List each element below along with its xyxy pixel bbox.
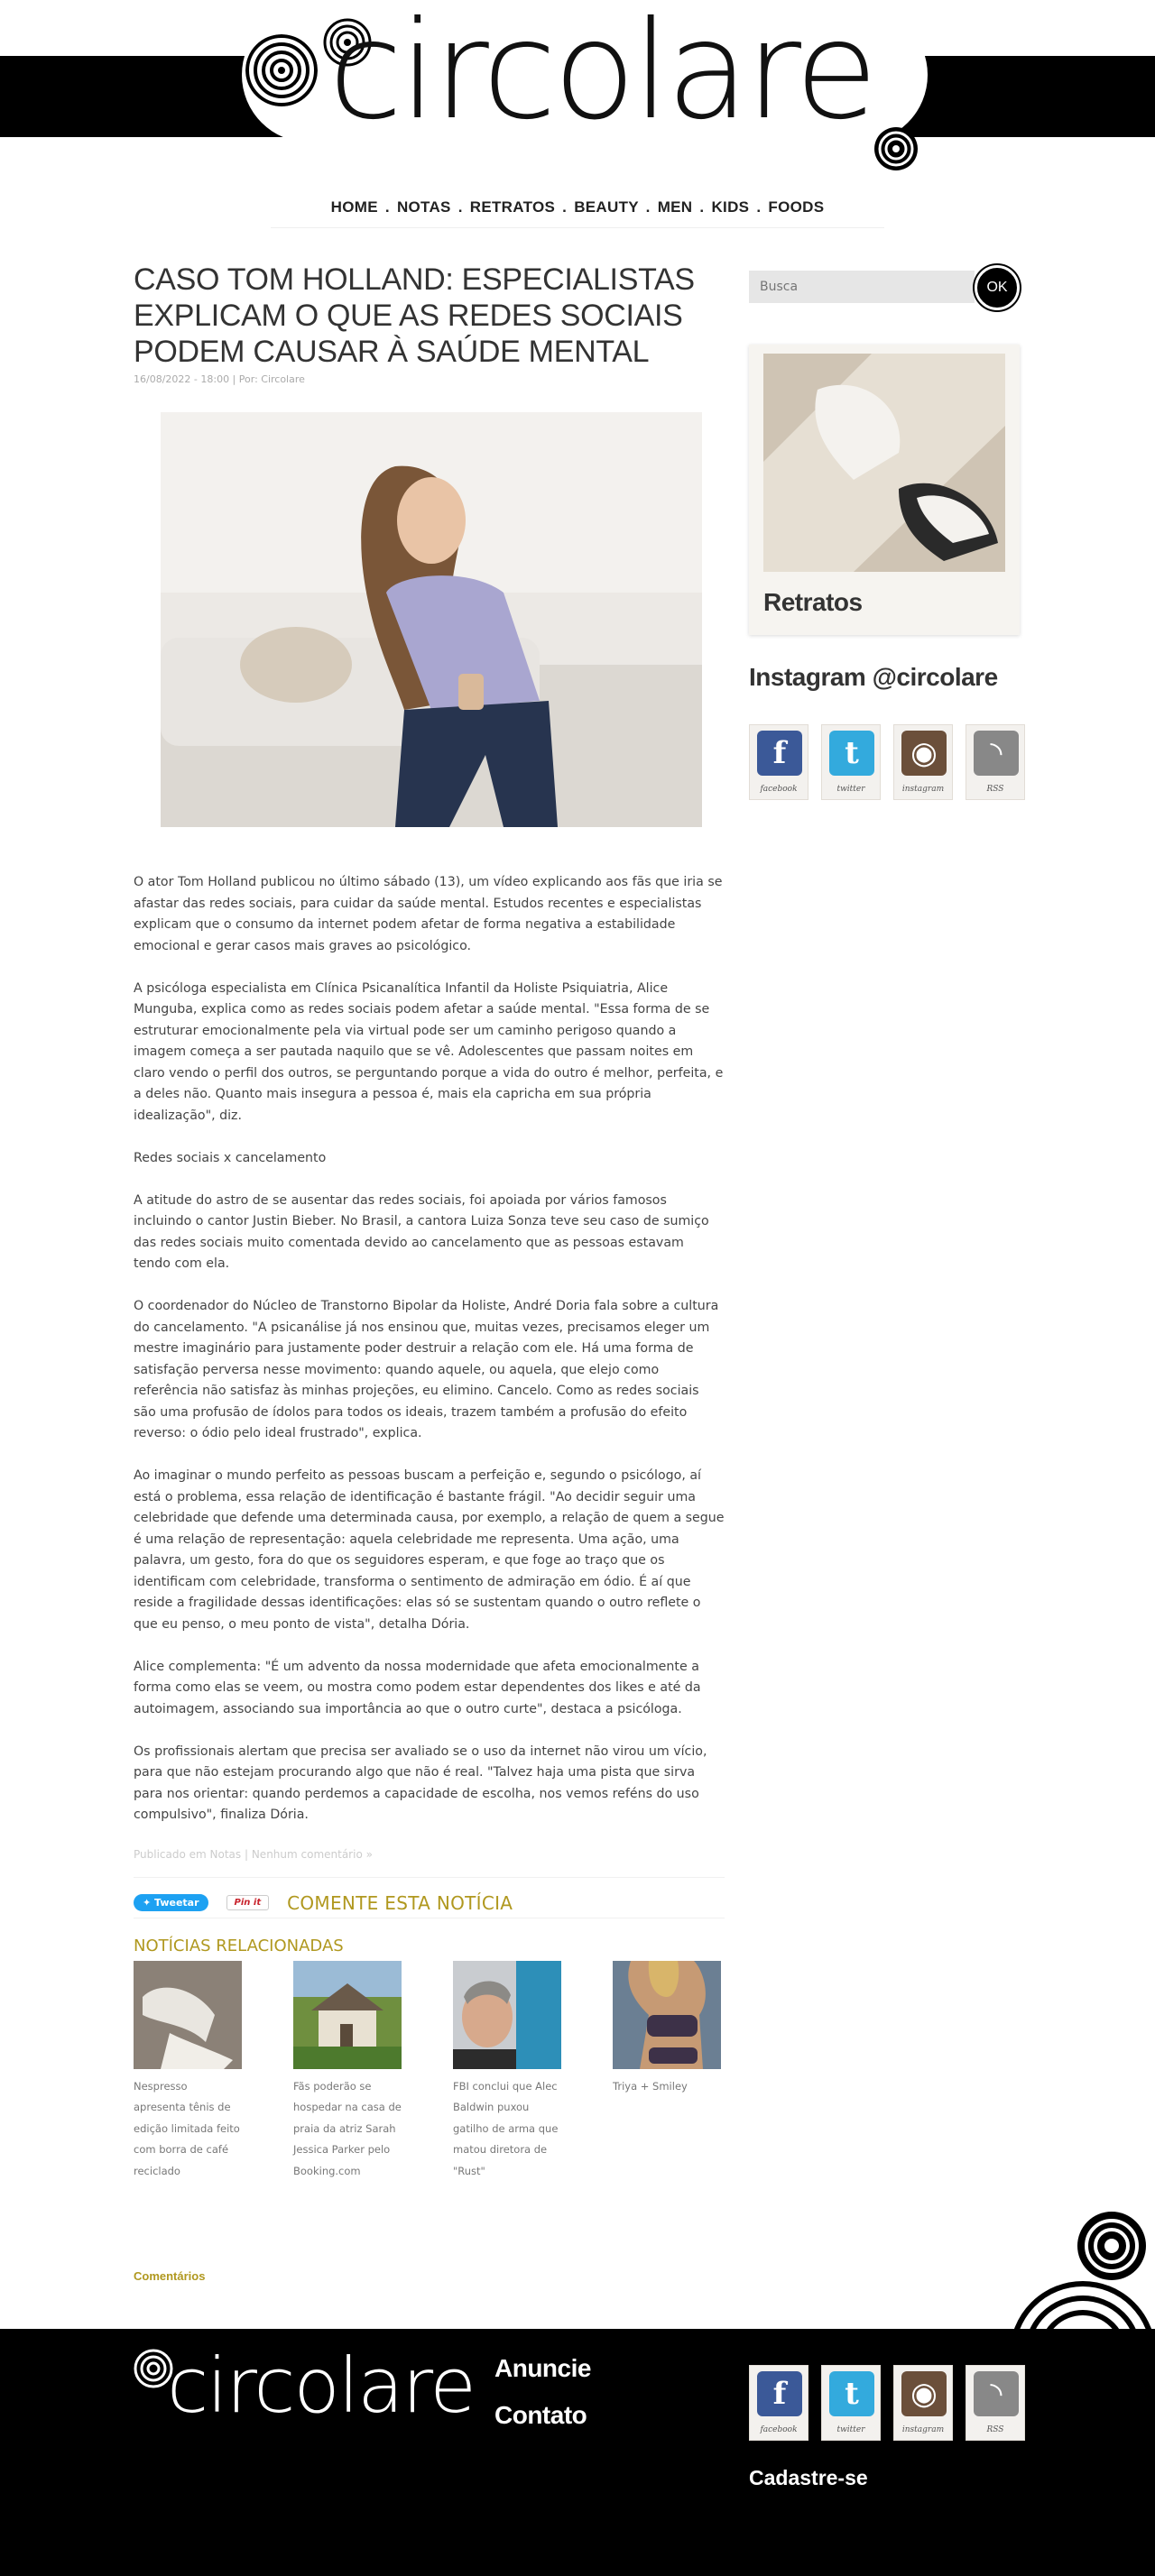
article-paragraph: O coordenador do Núcleo de Transtorno Bipolar da Holiste, André Doria fala sobre a cultura do cancelamento. "A psicanálise já nos ensinou que, muitas vezes, precisamos eleger um mestre imaginário para justamente poder destruir a relação com ele. Há uma forma de satisfação perversa nesse movimento: quando aquele, ou aquela, que elejo como referência não satisfaz às minhas projeções, eu elimino. Cancelo. Como as redes sociais são uma profusão de ídolos para todos os ideais, trazem também a profusão do efeito reverso: o ódio pelo ideal frustrado", explica. bbox=[134, 1299, 719, 1440]
nav-item-notas[interactable]: NOTAS bbox=[396, 198, 451, 216]
twitter-caption: twitter bbox=[836, 785, 865, 794]
nav-separator: . bbox=[457, 198, 463, 216]
post-title[interactable]: CASO TOM HOLLAND: ESPECIALISTAS EXPLICAM O QUE AS REDES SOCIAIS PODEM CAUSAR À SAÚDE MENTAL bbox=[134, 262, 695, 369]
comments-heading[interactable]: Comentários bbox=[134, 2269, 206, 2283]
footer-instagram-link[interactable] bbox=[893, 2365, 953, 2441]
footer-social-links bbox=[749, 2365, 1038, 2441]
related-thumbnail[interactable] bbox=[453, 1961, 561, 2069]
search-ok-button[interactable]: OK bbox=[975, 265, 1020, 310]
rss-icon: ◝ bbox=[974, 731, 1019, 776]
site-logo[interactable] bbox=[242, 0, 928, 180]
related-news-list bbox=[134, 1961, 725, 2183]
article-paragraph: A atitude do astro de se ausentar das redes sociais, foi apoiada por vários famosos incluindo o cantor Justin Bieber. No Brasil, a cantora Luiza Sonza teve seu caso de sumiço das redes sociais muito comentada devido ao cancelamento que as pessoas estavam tendo com ela. bbox=[134, 1192, 709, 1271]
related-item-title[interactable]: Nespresso apresenta tênis de edição limitada feito com borra de café reciclado bbox=[134, 2079, 240, 2177]
nav-separator: . bbox=[645, 198, 651, 216]
post-meta: 16/08/2022 - 18:00 | Por: Circolare bbox=[134, 373, 305, 385]
spiral-logo-icon bbox=[245, 34, 318, 106]
logo-wordmark: circolare bbox=[328, 0, 875, 150]
rss-caption: RSS bbox=[986, 785, 1004, 794]
hero-image bbox=[161, 412, 702, 827]
sneaker-thumbnail-image bbox=[134, 1961, 242, 2069]
tweet-label: Tweetar bbox=[154, 1897, 199, 1909]
article-paragraph: O ator Tom Holland publicou no último sábado (13), um vídeo explicando aos fãs que iria se afastar das redes sociais, para cuidar da saúde mental. Estudos recentes e especialistas explicam que o consumo da internet podem afetar de forma negativa a estabilidade emocional e gerar casos mais graves ao psicológico. bbox=[134, 875, 723, 953]
article-paragraph: Ao imaginar o mundo perfeito as pessoas buscam a perfeição e, segundo o psicólogo, aí está o problema, essa relação de identificação é bastante frágil. "Ao decidir seguir uma celebridade que defende uma determinada causa, por exemplo, a relação de quem a segue é uma relação de representação: aquela celebridade me representa. Uma ação, uma palavra, um gesto, fora do que os seguidores esperam, e que foge ao traço que os identificam com celebridade, transforma o sentimento de admiração em ódio. É aí que reside a fragilidade dessas identificações: elas só se sustentam quando o outro reflete o que eu penso, o meu ponto de vista", detalha Dória. bbox=[134, 1468, 725, 1632]
instagram-icon: ◉ bbox=[901, 731, 947, 776]
related-thumbnail[interactable] bbox=[134, 1961, 242, 2069]
retratos-label[interactable]: Retratos bbox=[763, 588, 863, 616]
spiral-end-icon bbox=[873, 126, 919, 171]
related-item-title[interactable]: Triya + Smiley bbox=[613, 2079, 688, 2093]
nav-item-kids[interactable]: KIDS bbox=[711, 198, 750, 216]
related-item[interactable] bbox=[134, 1961, 242, 2183]
related-item-title[interactable]: Fãs poderão se hospedar na casa de praia da atriz Sarah Jessica Parker pelo Booking.com bbox=[293, 2079, 402, 2177]
footer-twitter-link[interactable] bbox=[821, 2365, 881, 2441]
nav-separator: . bbox=[699, 198, 705, 216]
footer-facebook-link[interactable] bbox=[749, 2365, 808, 2441]
facebook-icon: f bbox=[757, 731, 802, 776]
main-nav bbox=[0, 198, 1155, 216]
nav-separator: . bbox=[562, 198, 568, 216]
related-item[interactable] bbox=[613, 1961, 721, 2183]
article-body bbox=[134, 872, 725, 1826]
twitter-caption: twitter bbox=[836, 2425, 865, 2434]
related-thumbnail[interactable] bbox=[613, 1961, 721, 2069]
search-input[interactable] bbox=[749, 271, 975, 303]
cadastre-link[interactable]: Cadastre-se bbox=[749, 2466, 868, 2489]
related-item-title[interactable]: FBI conclui que Alec Baldwin puxou gatilho de arma que matou diretora de "Rust" bbox=[453, 2079, 559, 2177]
nav-item-beauty[interactable]: BEAUTY bbox=[574, 198, 639, 216]
facebook-link[interactable] bbox=[749, 724, 808, 800]
nav-separator: . bbox=[756, 198, 762, 216]
instagram-link[interactable] bbox=[893, 724, 953, 800]
nav-item-men[interactable]: MEN bbox=[657, 198, 693, 216]
twitter-link[interactable] bbox=[821, 724, 881, 800]
article-paragraph: Alice complementa: "É um advento da nossa modernidade que afeta emocionalmente a forma como elas se veem, ou mostra como podem estar dependentes dos likes e até da autoimagem, associando sua importância ao que o outro curte", destaca a psicóloga. bbox=[134, 1659, 701, 1716]
facebook-icon: f bbox=[757, 2371, 802, 2416]
article-paragraph: A psicóloga especialista em Clínica Psicanalítica Infantil da Holiste Psiquiatria, Alice Munguba, explica como as redes sociais podem afetar a saúde mental. "Essa forma de se estruturar emocionalmente pela via virtual pode ser um caminho perigoso quando a imagem começa a ser pautada naquilo que se vê. Adolescentes que passam noites em claro vendo o perfil dos outros, se perguntando porque a vida do outro é melhor, perfeita, e a deles não. Quanto mais insegura a pessoa é, mais ela capricha em sua própria idealização", diz. bbox=[134, 980, 724, 1123]
pin-it-button[interactable]: Pin it bbox=[226, 1895, 270, 1910]
footer-logo[interactable]: circolare bbox=[167, 2341, 475, 2430]
hero-photo-illustration bbox=[161, 412, 702, 827]
instagram-icon: ◉ bbox=[901, 2371, 947, 2416]
sidebar-social-links bbox=[749, 724, 1038, 800]
nav-item-retratos[interactable]: RETRATOS bbox=[469, 198, 556, 216]
nav-item-foods[interactable]: FOODS bbox=[768, 198, 825, 216]
twitter-bird-icon: ✦ bbox=[143, 1897, 155, 1909]
corner-spirals-decoration bbox=[1011, 2210, 1155, 2331]
twitter-icon: t bbox=[829, 2371, 874, 2416]
posted-in-link[interactable]: Publicado em Notas | Nenhum comentário » bbox=[134, 1847, 373, 1861]
retratos-photo[interactable] bbox=[763, 354, 1005, 572]
nav-separator: . bbox=[384, 198, 390, 216]
site-footer bbox=[0, 2329, 1155, 2576]
related-news-title: NOTÍCIAS RELACIONADAS bbox=[134, 1936, 344, 1955]
instagram-heading[interactable]: Instagram @circolare bbox=[749, 663, 998, 691]
facebook-caption: facebook bbox=[760, 2425, 798, 2434]
share-bar bbox=[134, 1877, 725, 1918]
portrait-thumbnail-image bbox=[453, 1961, 561, 2069]
footer-rss-link[interactable] bbox=[966, 2365, 1025, 2441]
retratos-polaroid[interactable] bbox=[749, 345, 1020, 635]
article-subheading: Redes sociais x cancelamento bbox=[134, 1150, 327, 1165]
instagram-caption: instagram bbox=[901, 785, 945, 794]
sneakers-photo-illustration bbox=[763, 354, 1005, 572]
nav-item-home[interactable]: HOME bbox=[330, 198, 378, 216]
twitter-icon: t bbox=[829, 731, 874, 776]
related-item[interactable] bbox=[293, 1961, 402, 2183]
rss-icon: ◝ bbox=[974, 2371, 1019, 2416]
comment-cta-link[interactable]: COMENTE ESTA NOTÍCIA bbox=[287, 1891, 513, 1914]
related-thumbnail[interactable] bbox=[293, 1961, 402, 2069]
tweet-button[interactable] bbox=[134, 1894, 208, 1911]
rss-link[interactable] bbox=[966, 724, 1025, 800]
article-column bbox=[134, 262, 725, 2182]
footer-link-anuncie[interactable]: Anuncie bbox=[494, 2354, 591, 2382]
related-item[interactable] bbox=[453, 1961, 561, 2183]
facebook-caption: facebook bbox=[760, 785, 798, 794]
house-thumbnail-image bbox=[293, 1961, 402, 2069]
rss-caption: RSS bbox=[986, 2425, 1004, 2434]
article-paragraph: Os profissionais alertam que precisa ser avaliado se o uso da internet não virou um vício, para que não estejam procurando algo que não é real. "Talvez haja uma pista que sirva para nos orientar: quando perdemos a capacidade de escolha, nos vemos reféns do uso compulsivo", finaliza Dória. bbox=[134, 1743, 707, 1822]
footer-link-contato[interactable]: Contato bbox=[494, 2401, 587, 2429]
swimwear-thumbnail-image bbox=[613, 1961, 721, 2069]
instagram-caption: instagram bbox=[901, 2425, 945, 2434]
nav-divider bbox=[271, 227, 884, 228]
